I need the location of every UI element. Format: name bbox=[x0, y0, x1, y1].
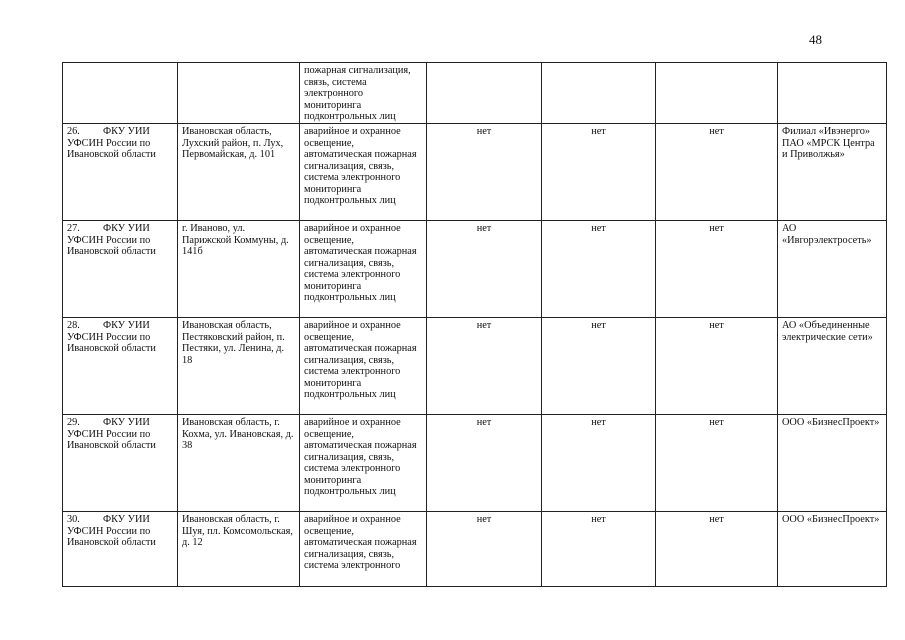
cell-org bbox=[63, 221, 178, 318]
table-row bbox=[63, 318, 887, 415]
cell-org bbox=[63, 512, 178, 587]
cell-col4: нет bbox=[427, 512, 542, 587]
table-row bbox=[63, 512, 887, 587]
cell-col6: нет bbox=[656, 221, 778, 318]
cell-address: г. Иваново, ул. Парижской Коммуны, д. 141б bbox=[178, 221, 300, 318]
cell-col6 bbox=[656, 63, 778, 124]
cell-supplier: АО «Объединенные электрические сети» bbox=[778, 318, 887, 415]
cell-supplier: ООО «БизнесПроект» bbox=[778, 512, 887, 587]
row-number: 26. bbox=[67, 126, 80, 137]
cell-address: Ивановская область, Пестяковский район, п. Пестяки, ул. Ленина, д. 18 bbox=[178, 318, 300, 415]
cell-org bbox=[63, 415, 178, 512]
org-name: ФКУ УИИ УФСИН России по Ивановской области bbox=[67, 417, 156, 451]
cell-col6: нет bbox=[656, 512, 778, 587]
cell-col5: нет bbox=[542, 415, 656, 512]
cell-equipment: аварийное и охранное освещение, автоматическая пожарная сигнализация, связь, система электронного мониторинга подконтрольных лиц bbox=[300, 415, 427, 512]
cell-address bbox=[178, 63, 300, 124]
cell-col6: нет bbox=[656, 318, 778, 415]
cell-supplier: ООО «БизнесПроект» bbox=[778, 415, 887, 512]
cell-org bbox=[63, 63, 178, 124]
cell-address: Ивановская область, г. Кохма, ул. Ивановская, д. 38 bbox=[178, 415, 300, 512]
cell-col5: нет bbox=[542, 124, 656, 221]
cell-equipment: пожарная сигнализация, связь, система электронного мониторинга подконтрольных лиц bbox=[300, 63, 427, 124]
cell-col5: нет bbox=[542, 512, 656, 587]
table-row bbox=[63, 221, 887, 318]
org-name: ФКУ УИИ УФСИН России по Ивановской области bbox=[67, 320, 156, 354]
cell-col5 bbox=[542, 63, 656, 124]
cell-supplier: Филиал «Ивэнерго» ПАО «МРСК Центра и Приволжья» bbox=[778, 124, 887, 221]
cell-col4: нет bbox=[427, 415, 542, 512]
cell-equipment: аварийное и охранное освещение, автоматическая пожарная сигнализация, связь, система электронного bbox=[300, 512, 427, 587]
table-row-continued bbox=[63, 63, 887, 124]
cell-supplier bbox=[778, 63, 887, 124]
table-row bbox=[63, 124, 887, 221]
cell-address: Ивановская область, Лухский район, п. Лух, Первомайская, д. 101 bbox=[178, 124, 300, 221]
table-row bbox=[63, 415, 887, 512]
org-name: ФКУ УИИ УФСИН России по Ивановской области bbox=[67, 223, 156, 257]
org-name: ФКУ УИИ УФСИН России по Ивановской области bbox=[67, 126, 156, 160]
cell-col6: нет bbox=[656, 124, 778, 221]
cell-col4 bbox=[427, 63, 542, 124]
row-number: 28. bbox=[67, 320, 80, 331]
cell-address: Ивановская область, г. Шуя, пл. Комсомольская, д. 12 bbox=[178, 512, 300, 587]
cell-equipment: аварийное и охранное освещение, автоматическая пожарная сигнализация, связь, система электронного мониторинга подконтрольных лиц bbox=[300, 124, 427, 221]
page-number: 48 bbox=[809, 32, 822, 47]
cell-col6: нет bbox=[656, 415, 778, 512]
cell-col4: нет bbox=[427, 318, 542, 415]
row-number: 29. bbox=[67, 417, 80, 428]
cell-col5: нет bbox=[542, 221, 656, 318]
cell-col4: нет bbox=[427, 221, 542, 318]
row-number: 27. bbox=[67, 223, 80, 234]
org-name: ФКУ УИИ УФСИН России по Ивановской области bbox=[67, 514, 156, 548]
cell-org bbox=[63, 318, 178, 415]
cell-col4: нет bbox=[427, 124, 542, 221]
cell-col5: нет bbox=[542, 318, 656, 415]
row-number: 30. bbox=[67, 514, 80, 525]
cell-supplier: АО «Ивгорэлектросеть» bbox=[778, 221, 887, 318]
cell-equipment: аварийное и охранное освещение, автоматическая пожарная сигнализация, связь, система электронного мониторинга подконтрольных лиц bbox=[300, 318, 427, 415]
cell-org bbox=[63, 124, 178, 221]
cell-equipment: аварийное и охранное освещение, автоматическая пожарная сигнализация, связь, система электронного мониторинга подконтрольных лиц bbox=[300, 221, 427, 318]
facilities-table bbox=[62, 62, 887, 587]
